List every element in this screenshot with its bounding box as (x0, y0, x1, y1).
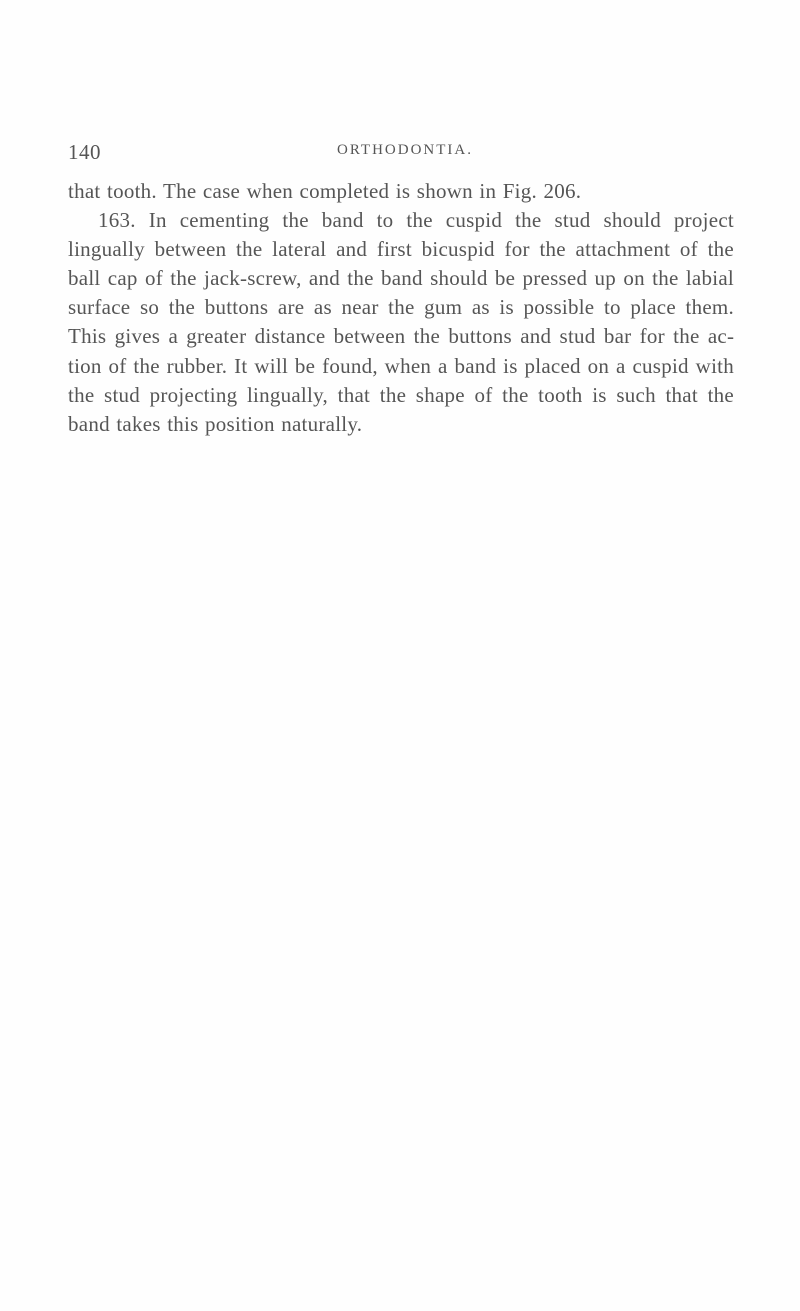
body-text (68, 177, 734, 439)
running-title: ORTHODONTIA. (336, 142, 473, 158)
paragraph-continued: that tooth. The case when completed is shown in Fig. 206. (68, 179, 582, 203)
paragraph-163: 163. In cementing the band to the cuspid the stud should project lingually between the lateral and first bicuspid for the attachment of the ball cap of the jack-screw, and the band should be pressed up on the labial surface so the buttons are as near the gum as is possible to place them. This gives a greater distance between the buttons and stud bar for the action of the rubber. It will be found, when a band is placed on a cuspid with the stud projecting lingually, that the shape of the tooth is such that the band takes this position naturally. (68, 208, 734, 436)
page-number: 140 (68, 140, 101, 164)
running-head (68, 140, 734, 166)
